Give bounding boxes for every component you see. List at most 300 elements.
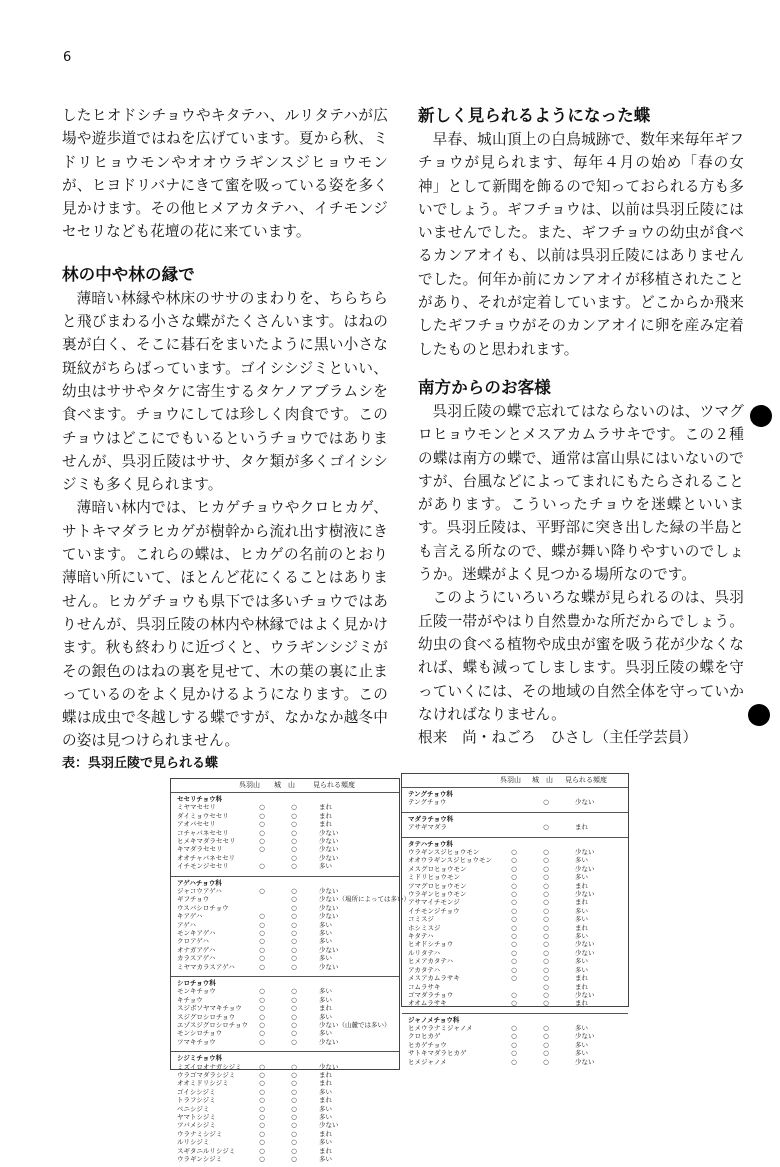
presence-mark [255, 795, 269, 803]
frequency-cell: 多い [575, 856, 588, 865]
family-name: マダラチョウ科 [408, 814, 454, 823]
frequency-cell [319, 879, 410, 887]
presence-mark: ○ [511, 974, 517, 983]
species-name: ウスバシロチョウ [177, 903, 229, 912]
frequency-cell: まれ [319, 1096, 332, 1105]
presence-mark [255, 1054, 269, 1062]
presence-mark: ○ [543, 990, 549, 999]
species-name: クロヒカゲ [408, 1032, 441, 1041]
frequency-cell: まれ [319, 1129, 332, 1138]
frequency-cell: 少ない [575, 940, 595, 949]
species-name: ヒメウラナミジャノメ [408, 1024, 473, 1032]
presence-mark: ○ [511, 1057, 517, 1066]
presence-mark: ○ [511, 881, 517, 890]
frequency-cell: 多い [575, 1040, 588, 1049]
species-name: ゴイシシジミ [177, 1087, 216, 1096]
frequency-cell: まれ [575, 898, 588, 907]
frequency-cell: 少ない [319, 1037, 339, 1046]
presence-mark: ○ [291, 954, 297, 963]
species-name: スジグロシロチョウ [177, 1012, 236, 1021]
frequency-cell: 少ない（山麓では多い） [319, 1021, 391, 1030]
presence-mark: ○ [259, 887, 265, 895]
presence-mark [287, 795, 301, 803]
presence-mark: ○ [511, 965, 517, 974]
frequency-cell: 多い [319, 920, 332, 929]
species-name: オオミドリシジミ [177, 1079, 229, 1088]
presence-mark: ○ [259, 1155, 265, 1164]
heading-new-butterflies: 新しく見られるようになった蝶 [418, 106, 651, 125]
presence-mark: ○ [543, 823, 549, 832]
species-name: ルリシジミ [177, 1138, 210, 1147]
presence-mark: ○ [259, 1096, 265, 1105]
right-paragraph-1: 早春、城山頂上の白鳥城跡で、数年来毎年ギフチョウが見られます、毎年４月の始め「春の女神」として新聞を飾るので知っておられる方も多いでしょう。ギフチョウは、以前は呉羽丘陵にはいませんでした。また、ギフチョウの幼虫が食べるカンアオイも、以前は呉羽丘陵にはありませんでした。何年か前にカンアオイが移植されたことがあり、それが定着しています。どこからか飛来したギフチョウがそのカンアオイに卵を産み定着したものと思われます。 [418, 131, 744, 358]
species-name: ベニシジミ [177, 1104, 210, 1113]
presence-mark: ○ [291, 1138, 297, 1147]
family-group [171, 1051, 399, 1167]
frequency-cell: 多い [319, 987, 332, 996]
presence-mark: ○ [259, 1021, 265, 1030]
presence-mark: ○ [291, 862, 297, 871]
species-name: ミズイロオナガシジミ [177, 1062, 242, 1071]
margin-dot-2 [748, 704, 770, 726]
presence-mark: ○ [291, 803, 297, 812]
presence-mark: ○ [291, 887, 297, 895]
left-paragraph-1: したヒオドシチョウやキタテハ、ルリタテハが広場や遊歩道ではねを広げています。夏から秋、ミドリヒョウモンやオオウラギンスジヒョウモンが、ヒヨドリバナにきて蜜を吸っている姿を多く見かけます。その他ヒメアカタテハ、イチモンジセセリなども花壇の花に来ています。 [62, 107, 388, 241]
family-name: シジミチョウ科 [177, 1054, 223, 1063]
presence-mark: ○ [259, 1071, 265, 1079]
presence-mark: ○ [291, 1062, 297, 1071]
frequency-cell [575, 815, 588, 823]
presence-mark: ○ [291, 1012, 297, 1021]
presence-mark [507, 1016, 521, 1024]
frequency-cell: 多い [319, 937, 332, 946]
frequency-cell: 多い [319, 1113, 332, 1122]
family-name: テングチョウ科 [408, 790, 453, 798]
family-group [402, 837, 628, 1012]
presence-mark: ○ [543, 982, 549, 991]
frequency-cell [575, 840, 595, 848]
presence-mark: ○ [291, 995, 297, 1004]
frequency-cell: 少ない [575, 848, 595, 856]
species-name: キタテハ [408, 932, 434, 941]
presence-mark: ○ [511, 1024, 517, 1032]
frequency-cell: 多い [575, 965, 588, 974]
presence-mark: ○ [291, 987, 297, 996]
heading-forest: 林の中や林の縁で [62, 264, 195, 284]
species-name: モンキチョウ [177, 987, 216, 996]
species-name: イチモンジチョウ [408, 906, 460, 915]
presence-mark [287, 979, 301, 987]
frequency-cell: まれ [319, 1146, 332, 1155]
presence-mark [287, 879, 301, 887]
frequency-cell: 多い [319, 995, 332, 1004]
frequency-cell: 多い [319, 1029, 332, 1038]
family-group [402, 1013, 628, 1070]
species-name: モンシロチョウ [177, 1029, 223, 1038]
species-name: ホシミスジ [408, 923, 441, 932]
species-name: ミヤマカラスアゲハ [177, 962, 235, 971]
species-name: アサギマダラ [408, 823, 447, 832]
presence-mark: ○ [511, 848, 517, 856]
presence-mark: ○ [543, 932, 549, 941]
presence-mark: ○ [259, 1079, 265, 1088]
presence-mark: ○ [511, 1032, 517, 1041]
family-group [402, 787, 628, 811]
presence-mark: ○ [291, 1021, 297, 1030]
column-header: 呉羽山 [239, 781, 260, 789]
presence-mark [507, 823, 521, 831]
frequency-cell: 多い [575, 873, 588, 882]
heading-southern-visitors: 南方からのお客様 [418, 377, 551, 397]
species-name: オオムラサキ [408, 999, 447, 1008]
presence-mark: ○ [543, 881, 549, 890]
column-header: 城 山 [274, 781, 295, 789]
presence-mark: ○ [543, 957, 549, 966]
frequency-cell: まれ [575, 982, 588, 991]
presence-mark: ○ [511, 940, 517, 949]
species-name: ウラギンヒョウモン [408, 890, 467, 899]
species-name: コミスジ [408, 915, 434, 924]
frequency-cell: まれ [319, 1004, 332, 1013]
species-name: トラフシジミ [177, 1096, 216, 1105]
presence-mark: ○ [259, 920, 265, 929]
presence-mark: ○ [259, 987, 265, 996]
frequency-cell: 少ない [319, 903, 339, 912]
presence-mark: ○ [291, 1121, 297, 1130]
column-header: 見られる頻度 [565, 776, 607, 784]
presence-mark: ○ [543, 873, 549, 882]
frequency-cell: 多い [319, 929, 332, 938]
presence-mark: ○ [259, 1113, 265, 1122]
presence-mark: ○ [259, 828, 265, 837]
species-name: ルリタテハ [408, 948, 441, 957]
presence-mark [507, 815, 521, 823]
presence-mark: ○ [543, 1024, 549, 1032]
presence-mark: ○ [511, 906, 517, 915]
presence-mark: ○ [259, 937, 265, 946]
presence-mark: ○ [291, 1155, 297, 1164]
column-header: 呉羽山 [500, 776, 521, 784]
presence-mark [507, 790, 521, 798]
presence-mark [255, 895, 269, 903]
frequency-cell: 多い [319, 1104, 332, 1113]
species-name: ツマグロヒョウモン [408, 881, 467, 890]
frequency-cell: まれ [575, 999, 588, 1008]
presence-mark: ○ [511, 957, 517, 966]
frequency-cell: 少ない [575, 948, 595, 957]
family-name: タテハチョウ科 [408, 839, 453, 848]
presence-mark: ○ [259, 837, 265, 846]
species-name: アオバセセリ [177, 820, 216, 829]
presence-mark: ○ [543, 923, 549, 932]
presence-mark: ○ [259, 954, 265, 963]
butterfly-table-right [401, 773, 629, 1066]
column-header: 城 山 [532, 776, 553, 784]
family-name: アゲハチョウ科 [177, 878, 222, 887]
presence-mark: ○ [291, 1096, 297, 1105]
presence-mark: ○ [543, 915, 549, 924]
presence-mark: ○ [291, 895, 297, 904]
species-name: エゾスジグロシロチョウ [177, 1021, 249, 1030]
butterfly-table-left [170, 778, 410, 1164]
frequency-cell: 少ない [319, 962, 339, 971]
presence-mark: ○ [291, 1029, 297, 1038]
presence-mark: ○ [291, 845, 297, 854]
presence-mark: ○ [291, 1113, 297, 1122]
presence-mark: ○ [511, 932, 517, 941]
species-name: オオチャバネセセリ [177, 853, 236, 862]
right-paragraph-2: 呉羽丘陵の蝶で忘れてはならないのは、ツマグロヒョウモンとメスアカムラサキです。この２種の蝶は南方の蝶で、通常は富山県にはいないのですが、台風などによってまれにもたらされることがあります。こういったチョウを迷蝶といいます。呉羽丘陵は、平野部に突き出した緑の半島とも言える所なので、蝶が舞い降りやすいのでしょうか。迷蝶がよく見つかる場所なのです。 [418, 402, 744, 584]
frequency-cell: まれ [575, 923, 588, 932]
frequency-cell: 少ない [319, 1121, 339, 1130]
presence-mark: ○ [259, 1062, 265, 1071]
presence-mark: ○ [291, 853, 297, 862]
presence-mark: ○ [291, 828, 297, 837]
species-name: ヒオドシチョウ [408, 940, 454, 949]
presence-mark: ○ [543, 940, 549, 949]
presence-mark [507, 983, 521, 991]
frequency-cell: 多い [319, 1155, 332, 1164]
species-name: キチョウ [177, 995, 203, 1004]
page-number: 6 [63, 50, 72, 65]
presence-mark: ○ [543, 999, 549, 1008]
presence-mark: ○ [259, 1138, 265, 1147]
frequency-cell: 多い [575, 915, 588, 924]
species-name: ミドリヒョウモン [408, 873, 460, 882]
presence-mark: ○ [543, 848, 549, 856]
frequency-cell: 少ない [319, 845, 339, 854]
right-column [418, 104, 744, 749]
frequency-cell: 多い [319, 1138, 332, 1147]
presence-mark: ○ [511, 873, 517, 882]
presence-mark: ○ [291, 903, 297, 912]
presence-mark: ○ [291, 1071, 297, 1079]
species-name: ヒカゲチョウ [408, 1040, 447, 1049]
species-name: ヒメアカタテハ [408, 957, 454, 966]
left-paragraph-3: 薄暗い林内では、ヒカゲチョウやクロヒカゲ、サトキマダラヒカゲが樹幹から流れ出す樹液にきています。これらの蝶は、ヒカゲの名前のとおり薄暗い所にいて、ほとんど花にくることはありません。ヒカゲチョウも県下では多いチョウではありせんが、呉羽丘陵の林内や林縁ではよく見かけます。秋も終わりに近づくと、ウラギンシジミがその銀色のはねの裏を見せて、木の葉の裏に止まっているのをよく見かけるようになります。この蝶は成虫で冬越しする蝶ですが、なかなか越冬中の姿は見つけられません。 [62, 499, 388, 750]
presence-mark: ○ [259, 1121, 265, 1130]
family-group [171, 792, 399, 875]
presence-mark: ○ [259, 912, 265, 921]
frequency-cell: 多い [319, 862, 332, 871]
presence-mark [507, 798, 521, 806]
presence-mark: ○ [543, 965, 549, 974]
frequency-cell: まれ [319, 811, 332, 820]
species-name: ツバメシジミ [177, 1121, 216, 1130]
family-group [402, 812, 628, 836]
frequency-cell: 多い [575, 1024, 588, 1032]
presence-mark: ○ [259, 811, 265, 820]
species-name: ツマキチョウ [177, 1037, 216, 1046]
presence-mark [539, 1016, 553, 1024]
species-name: メスアカムラサキ [408, 974, 460, 983]
frequency-cell [319, 1054, 339, 1062]
presence-mark: ○ [543, 948, 549, 957]
presence-mark [255, 879, 269, 887]
presence-mark: ○ [511, 915, 517, 924]
frequency-cell: 少ない [319, 837, 339, 846]
presence-mark [539, 790, 553, 798]
presence-mark [507, 840, 521, 848]
species-name: ウラナミシジミ [177, 1129, 223, 1138]
author-byline: 根来 尚・ねごろ ひさし（主任学芸員） [418, 729, 698, 747]
presence-mark: ○ [511, 864, 517, 873]
presence-mark: ○ [259, 1129, 265, 1138]
species-name: ヒメジャノメ [408, 1057, 447, 1066]
presence-mark: ○ [259, 1146, 265, 1155]
presence-mark: ○ [511, 1040, 517, 1049]
frequency-cell: まれ [575, 881, 588, 890]
frequency-cell: 少ない [575, 990, 595, 999]
species-name: コムラサキ [408, 982, 441, 991]
family-name: シロチョウ科 [177, 979, 216, 987]
species-name: アカタテハ [408, 965, 441, 974]
species-name: ギフチョウ [177, 895, 210, 904]
family-name: ジャノメチョウ科 [408, 1015, 460, 1024]
species-name: ヒメキマダラセセリ [177, 837, 236, 846]
presence-mark: ○ [543, 1040, 549, 1049]
presence-mark: ○ [291, 945, 297, 954]
species-name: キアゲハ [177, 912, 203, 921]
species-name: オナガアゲハ [177, 945, 216, 954]
species-name: ゴマダラチョウ [408, 990, 454, 999]
presence-mark: ○ [291, 1079, 297, 1088]
presence-mark [287, 1054, 301, 1062]
frequency-cell: 多い [319, 1087, 332, 1096]
frequency-cell: 少ない [319, 1062, 339, 1071]
column-header: 見られる頻度 [313, 781, 355, 789]
presence-mark: ○ [291, 1037, 297, 1046]
presence-mark: ○ [291, 929, 297, 938]
margin-dot-1 [750, 405, 772, 427]
species-name: イチモンジセセリ [177, 862, 229, 871]
presence-mark: ○ [291, 920, 297, 929]
presence-mark: ○ [511, 898, 517, 907]
presence-mark: ○ [543, 864, 549, 873]
frequency-cell: まれ [319, 803, 332, 812]
presence-mark: ○ [511, 923, 517, 932]
frequency-cell: まれ [575, 974, 588, 983]
presence-mark: ○ [511, 999, 517, 1008]
frequency-cell: 少ない [319, 853, 339, 862]
presence-mark: ○ [291, 1146, 297, 1155]
presence-mark: ○ [291, 1129, 297, 1138]
species-name: メスグロヒョウモン [408, 864, 467, 873]
presence-mark: ○ [543, 1032, 549, 1041]
species-name: キマダラセセリ [177, 845, 223, 854]
frequency-cell: 多い [575, 906, 588, 915]
frequency-cell: 多い [319, 1012, 332, 1021]
right-paragraph-3: このようにいろいろな蝶が見られるのは、呉羽丘陵一帯がやはり自然豊かな所だからでしょう。幼虫の食べる植物や成虫が蜜を吸う花が少なくなれば、蝶も減ってしまします。呉羽丘陵の蝶を守っていくには、その地域の自然全体を守っていかなければなりません。 [418, 589, 744, 723]
presence-mark: ○ [291, 1087, 297, 1096]
presence-mark: ○ [259, 1004, 265, 1013]
presence-mark [255, 904, 269, 912]
species-name: ヤマトシジミ [177, 1113, 216, 1122]
frequency-cell: 少ない [319, 887, 339, 895]
presence-mark: ○ [259, 945, 265, 954]
presence-mark: ○ [291, 912, 297, 921]
left-paragraph-2: 薄暗い林縁や林床のササのまわりを、ちらちらと飛びまわる小さな蝶がたくさんいます。はねの裏が白く、そこに碁石をまいたように黒い小さな斑紋がちらばっています。ゴイシシジミといい、幼虫はササやタケに寄生するタケノアブラムシを食べます。チョウにしては珍しく肉食です。このチョウはどこにでもいるというチョウではありませんが、呉羽丘陵はササ、タケ類が多くゴイシシジミも多く見られます。 [62, 289, 388, 494]
species-name: モンキアゲハ [177, 929, 216, 938]
frequency-cell: まれ [319, 1079, 332, 1088]
frequency-cell: 少ない [575, 798, 595, 807]
species-name: オオウラギンスジヒョウモン [408, 856, 493, 865]
presence-mark: ○ [259, 820, 265, 829]
frequency-cell: 少ない [575, 890, 595, 899]
presence-mark: ○ [259, 962, 265, 971]
species-name: ウラゴマダラシジミ [177, 1071, 236, 1079]
species-name: クロアゲハ [177, 937, 209, 946]
presence-mark: ○ [259, 1012, 265, 1021]
frequency-cell: 少ない（場所によっては多い） [319, 895, 410, 904]
presence-mark [539, 815, 553, 823]
frequency-cell: 多い [319, 954, 332, 963]
presence-mark: ○ [543, 898, 549, 907]
frequency-cell: まれ [319, 1071, 332, 1079]
presence-mark: ○ [259, 1029, 265, 1038]
presence-mark: ○ [259, 1037, 265, 1046]
presence-mark: ○ [259, 803, 265, 812]
presence-mark: ○ [511, 856, 517, 865]
species-name: テングチョウ [408, 798, 447, 807]
frequency-cell: 多い [575, 957, 588, 966]
frequency-cell [575, 1016, 595, 1024]
presence-mark [255, 854, 269, 862]
presence-mark: ○ [291, 837, 297, 846]
species-name: スギタニルリシジミ [177, 1146, 236, 1155]
species-name: ウラギンスジヒョウモン [408, 848, 480, 856]
family-group [171, 976, 399, 1050]
presence-mark: ○ [543, 974, 549, 983]
presence-mark: ○ [511, 948, 517, 957]
frequency-cell: 少ない [319, 828, 339, 837]
frequency-cell: 少ない [319, 945, 339, 954]
left-column [62, 104, 388, 753]
presence-mark: ○ [291, 937, 297, 946]
presence-mark: ○ [259, 995, 265, 1004]
presence-mark: ○ [543, 890, 549, 899]
frequency-cell: まれ [319, 820, 332, 829]
species-name: コチャバネセセリ [177, 828, 229, 837]
presence-mark: ○ [543, 1049, 549, 1058]
species-name: アサマイチモンジ [408, 898, 460, 907]
species-name: サトキマダラヒカゲ [408, 1049, 467, 1058]
presence-mark: ○ [543, 856, 549, 865]
species-name: スジボソヤマキチョウ [177, 1004, 242, 1013]
frequency-cell: 少ない [575, 864, 595, 873]
family-name: セセリチョウ科 [177, 795, 223, 803]
frequency-cell: まれ [575, 823, 588, 832]
presence-mark: ○ [259, 929, 265, 938]
table-caption: 表：呉羽丘陵で見られる蝶 [62, 756, 219, 771]
presence-mark: ○ [259, 1104, 265, 1113]
frequency-cell: 少ない [575, 1032, 595, 1041]
presence-mark: ○ [259, 862, 265, 871]
frequency-cell: 多い [575, 1049, 588, 1058]
presence-mark: ○ [259, 845, 265, 854]
presence-mark [539, 840, 553, 848]
family-group [171, 876, 410, 975]
presence-mark: ○ [511, 890, 517, 899]
presence-mark: ○ [291, 1004, 297, 1013]
species-name: ダイミョウセセリ [177, 811, 229, 820]
frequency-cell: 少ない [575, 1057, 595, 1066]
presence-mark [255, 979, 269, 987]
frequency-cell: 少ない [319, 912, 339, 921]
species-name: カラスアゲハ [177, 954, 216, 963]
species-name: アゲハ [177, 920, 196, 929]
presence-mark: ○ [291, 962, 297, 971]
